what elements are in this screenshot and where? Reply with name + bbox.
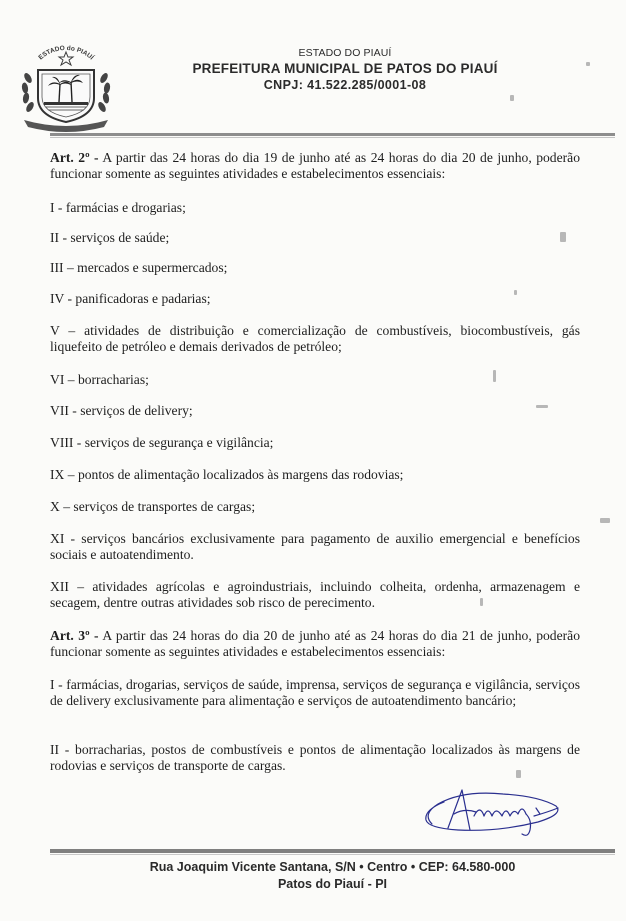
state-name: ESTADO DO PIAUÍ: [298, 47, 392, 59]
footer-city: Patos do Piauí - PI: [277, 877, 388, 891]
art2-item: III – mercados e supermercados;: [50, 260, 228, 275]
art3-intro-text: A partir das 24 horas do dia 20 de junho até as 24 horas do dia 21 de junho, poderão funcionar somente as seguintes atividades e estabelecimentos essenciais:: [50, 628, 580, 659]
art2-item: II - serviços de saúde;: [50, 230, 170, 245]
scan-speck: [600, 518, 610, 523]
scan-speck: [586, 62, 590, 66]
art2-label: Art. 2º -: [50, 150, 99, 165]
municipal-seal-icon: [14, 40, 118, 134]
footer: [50, 859, 615, 893]
art2-intro-text: A partir das 24 horas do dia 19 de junho até as 24 horas do dia 20 de junho, poderão funcionar somente as seguintes atividades e estabelecimentos essenciais:: [50, 150, 580, 181]
footer-divider-thin: [50, 854, 615, 855]
art2-item: IX – pontos de alimentação localizados às margens das rodovias;: [50, 467, 404, 482]
header-divider-thin: [50, 137, 615, 138]
footer-divider: [50, 849, 615, 853]
letterhead: [120, 46, 570, 93]
art2-item: I - farmácias e drogarias;: [50, 200, 186, 215]
art2-intro: [50, 150, 580, 182]
cnpj: CNPJ: 41.522.285/0001-08: [263, 78, 427, 92]
art3-item: I - farmácias, drogarias, serviços de saúde, imprensa, serviços de segurança e vigilância, serviços de delivery exclusivamente para alimentação e serviços de autoatendimento bancário;: [50, 677, 580, 708]
art2-item: VI – borracharias;: [50, 372, 149, 387]
scan-speck: [516, 770, 521, 778]
municipality-name: PREFEITURA MUNICIPAL DE PATOS DO PIAUÍ: [192, 61, 498, 76]
art3-label: Art. 3º -: [50, 628, 99, 643]
art2-item: X – serviços de transportes de cargas;: [50, 499, 256, 514]
art2-item: V – atividades de distribuição e comercialização de combustíveis, biocombustíveis, gás liquefeito de petróleo e demais derivados de petróleo;: [50, 323, 580, 354]
art3-item: II - borracharias, postos de combustíveis e pontos de alimentação localizados às margens de rodovias e serviços de transporte de cargas.: [50, 742, 580, 773]
scan-speck: [514, 290, 517, 295]
art2-item: XII – atividades agrícolas e agroindustriais, incluindo colheita, ordenha, armazenagem e secagem, dentre outras atividades sob risco de perecimento.: [50, 579, 580, 610]
art2-item: IV - panificadoras e padarias;: [50, 291, 211, 306]
header-divider: [50, 133, 615, 136]
art2-item: VIII - serviços de segurança e vigilância;: [50, 435, 274, 450]
art2-item: VII - serviços de delivery;: [50, 403, 193, 418]
scan-speck: [493, 370, 496, 382]
art2-item: XI - serviços bancários exclusivamente para pagamento de auxilio emergencial e benefícios sociais e autoatendimento.: [50, 531, 580, 562]
handwritten-signature: [418, 784, 568, 844]
seal-text: ESTADO do PIAUÍ: [37, 44, 95, 62]
scan-speck: [510, 95, 514, 101]
footer-address: Rua Joaquim Vicente Santana, S/N • Centro • CEP: 64.580-000: [149, 860, 516, 874]
scan-speck: [560, 232, 566, 242]
scan-speck: [480, 598, 483, 606]
scan-speck: [536, 405, 548, 408]
art3-intro: [50, 628, 580, 660]
